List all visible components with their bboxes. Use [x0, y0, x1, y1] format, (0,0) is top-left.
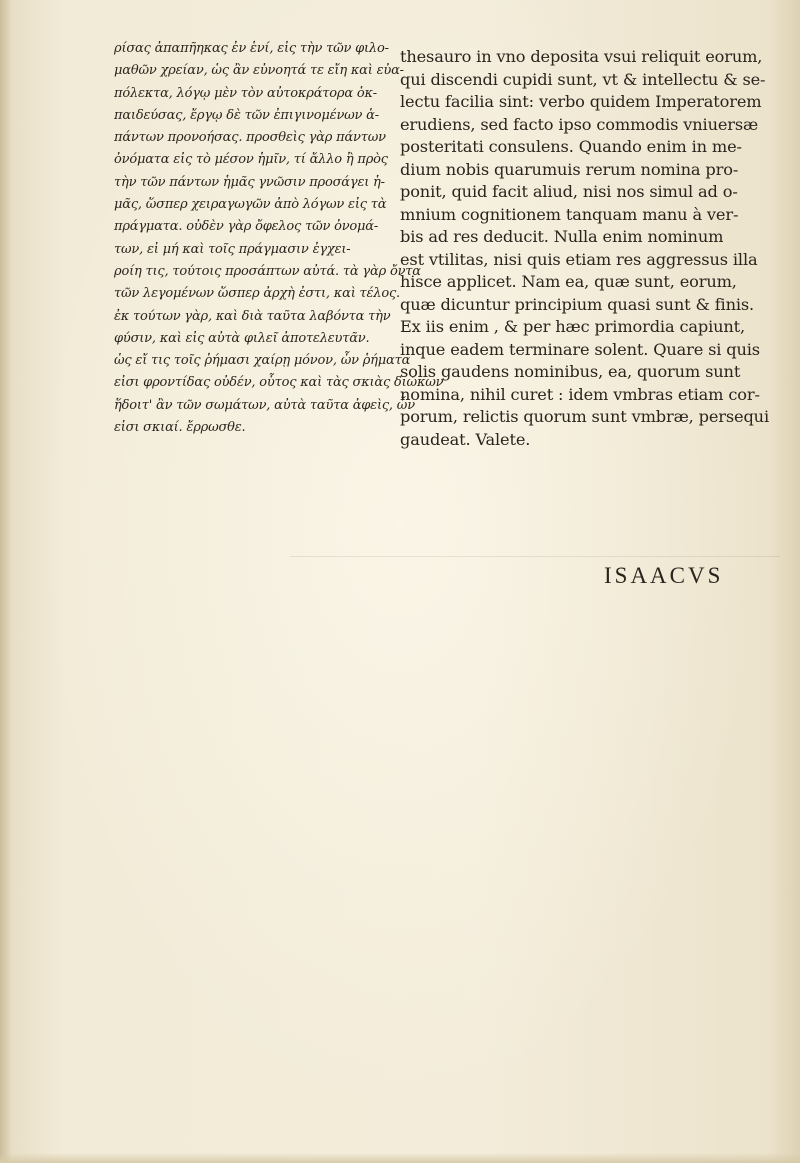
greek-text-line: μαθῶν χρείαν, ὡς ἂν εὐνοητά τε εἴη καὶ εὐα- — [114, 63, 404, 79]
latin-text-line: lectu facilia sint: verbo quidem Imperatorem — [400, 92, 762, 111]
greek-text-line: πόλεκτα, λόγῳ μὲν τὸν αὐτοκράτορα ὁκ- — [114, 85, 377, 101]
latin-text-line: inque eadem terminare solent. Quare si quis — [400, 339, 760, 359]
page-edge-left — [0, 0, 12, 1163]
latin-text-line: solis gaudens nominibus, ea, quorum sunt — [400, 362, 741, 381]
latin-text-line: posteritati consulens. Quando enim in me- — [400, 137, 742, 156]
show-through-rule — [290, 556, 780, 557]
greek-text-line: μᾶς, ὥσπερ χειραγωγῶν ἀπὸ λόγων εἰς τὰ — [114, 197, 387, 213]
greek-text-column — [114, 38, 444, 439]
latin-text-line: hisce applicet. Nam ea, quæ sunt, eorum, — [400, 272, 737, 291]
latin-text-line: porum, relictis quorum sunt vmbræ, persequi — [400, 407, 769, 426]
greek-text-line: ρίσας ἀπαπῆηκας ἐν ἑνί, εἰς τὴν τῶν φιλο- — [114, 41, 389, 56]
latin-text-line: quæ dicuntur principium quasi sunt & finis. — [400, 294, 755, 314]
latin-text-line: Ex iis enim , & per hæc primordia capiunt, — [400, 317, 746, 336]
section-heading: ISAACVS — [604, 563, 724, 588]
latin-text-line: dium nobis quarumuis rerum nomina pro- — [400, 159, 739, 179]
latin-text-line: thesauro in vno deposita vsui reliquit eorum, — [400, 47, 763, 66]
greek-text-line: πάντων προνοήσας. προσθεὶς γὰρ πάντων — [114, 130, 386, 146]
page-edge-bottom — [0, 1153, 800, 1163]
greek-text-line: πράγματα. οὐδὲν γὰρ ὄφελος τῶν ὀνομά- — [114, 219, 379, 235]
greek-text-line: φύσιν, καὶ εἰς αὐτὰ φιλεῖ ἀποτελευτᾶν. — [114, 330, 370, 346]
greek-text-line: ὀνόματα εἰς τὸ μέσον ἡμῖν, τί ἄλλο ἢ πρὸς — [114, 152, 388, 168]
latin-text-line: erudiens, sed facto ipso commodis vniuersæ — [400, 114, 759, 134]
latin-text-line: est vtilitas, nisi quis etiam res aggressus illa — [400, 249, 758, 269]
latin-text-line: mnium cognitionem tanquam manu à ver- — [400, 204, 739, 224]
latin-text-line: qui discendi cupidi sunt, vt & intellectu & se- — [400, 69, 766, 89]
latin-text-line: nomina, nihil curet : idem vmbras etiam cor- — [400, 384, 760, 404]
latin-text-column — [400, 46, 772, 451]
greek-text-line: τὴν τῶν πάντων ἡμᾶς γνῶσιν προσάγει ἡ- — [114, 174, 385, 190]
greek-text-line: εἰσι φροντίδας οὐδέν, οὗτος καὶ τὰς σκιὰς διώκων — [114, 375, 444, 391]
greek-text-line: τῶν λεγομένων ὥσπερ ἀρχὴ ἐστι, καὶ τέλος. — [114, 286, 400, 302]
latin-text-line: ponit, quid facit aliud, nisi nos simul ad o- — [400, 182, 738, 201]
latin-text-line: gaudeat. Valete. — [400, 429, 531, 449]
greek-text-line: ὡς εἴ τις τοῖς ῥήμασι χαίρῃ μόνον, ὧν ῥήματα — [114, 353, 411, 369]
greek-text-line: ἥδοιτ' ἂν τῶν σωμάτων, αὐτὰ ταῦτα ἀφεὶς, ὧν — [114, 397, 415, 413]
greek-text-line: παιδεύσας, ἔργῳ δὲ τῶν ἐπιγινομένων ἁ- — [114, 107, 379, 123]
greek-text-line: των, εἰ μή καὶ τοῖς πράγμασιν ἐγχει- — [114, 241, 351, 257]
latin-text-line: bis ad res deducit. Nulla enim nominum — [400, 227, 724, 246]
greek-text-line: εἰσι σκιαί. ἔρρωσθε. — [114, 420, 246, 436]
greek-text-line: ροίη τις, τούτοις προσάπτων αὐτά. τὰ γὰρ ὄντα — [114, 263, 421, 279]
greek-text-line: ἐκ τούτων γὰρ, καὶ διὰ ταῦτα λαβόντα τὴν — [114, 308, 391, 324]
